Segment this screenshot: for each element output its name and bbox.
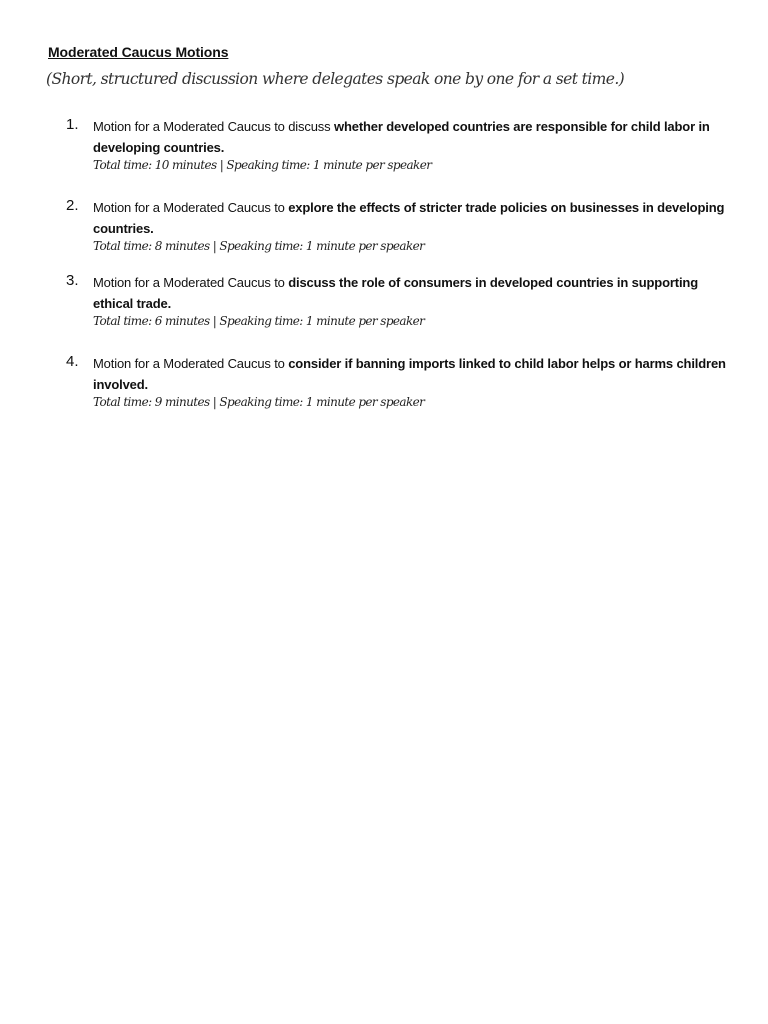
motion-number: 3. (66, 272, 79, 289)
motion-number: 2. (66, 197, 79, 214)
motion-lead: Motion for a Moderated Caucus to discuss (93, 119, 334, 134)
motion-topic: whether developed countries are responsible for child labor in developing countries. (93, 119, 710, 155)
page-title: Moderated Caucus Motions (48, 44, 229, 60)
motion-number: 1. (66, 116, 79, 133)
page-subtitle: (Short, structured discussion where delegates speak one by one for a set time.) (46, 70, 625, 88)
motion-topic: explore the effects of stricter trade policies on businesses in developing countries. (93, 200, 725, 236)
motion-text (93, 354, 729, 395)
motion-number: 4. (66, 353, 79, 370)
motion-lead: Motion for a Moderated Caucus to (93, 200, 289, 215)
motion-lead: Motion for a Moderated Caucus to (93, 275, 289, 290)
motion-timing: Total time: 8 minutes | Speaking time: 1 minute per speaker (93, 239, 425, 253)
motion-text (93, 198, 729, 239)
motion-timing: Total time: 10 minutes | Speaking time: 1 minute per speaker (93, 158, 432, 172)
motion-topic: discuss the role of consumers in developed countries in supporting ethical trade. (93, 275, 699, 311)
motion-lead: Motion for a Moderated Caucus to (93, 356, 289, 371)
motion-text (93, 273, 729, 314)
motion-timing: Total time: 9 minutes | Speaking time: 1 minute per speaker (93, 395, 425, 409)
motion-topic: consider if banning imports linked to child labor helps or harms children involved. (93, 356, 726, 392)
motion-text (93, 117, 729, 158)
motion-timing: Total time: 6 minutes | Speaking time: 1 minute per speaker (93, 314, 425, 328)
